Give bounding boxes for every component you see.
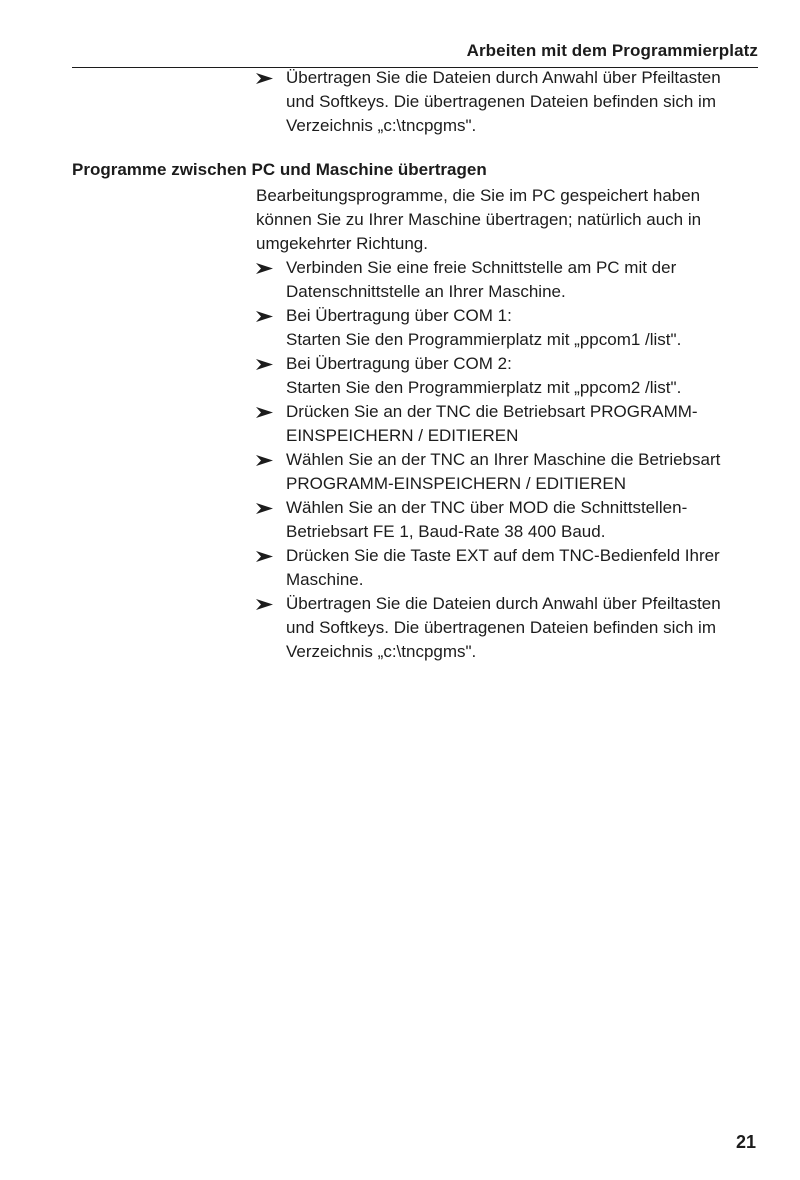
step-6-line-1: Wählen Sie an der TNC über MOD die Schnittstellen- — [286, 498, 688, 517]
step-8 — [256, 592, 766, 664]
step-4 — [256, 400, 766, 448]
step-8-line-1: Übertragen Sie die Dateien durch Anwahl über Pfeiltasten — [286, 594, 721, 613]
step-1-line-1: Verbinden Sie eine freie Schnittstelle am PC mit der — [286, 258, 677, 277]
step-7-line-1: Drücken Sie die Taste EXT auf dem TNC-Bedienfeld Ihrer — [286, 546, 720, 565]
step-4-line-2: EINSPEICHERN / EDITIEREN — [286, 426, 519, 445]
step-2-line-1: Bei Übertragung über COM 1: — [286, 306, 512, 325]
section-intro-line-2: können Sie zu Ihrer Maschine übertragen; natürlich auch in — [256, 210, 702, 229]
step-5 — [256, 448, 766, 496]
intro-bullet-block — [256, 66, 766, 138]
step-7 — [256, 544, 766, 592]
section-intro-line-3: umgekehrter Richtung. — [256, 234, 428, 253]
step-6-line-2: Betriebsart FE 1, Baud-Rate 38 400 Baud. — [286, 522, 606, 541]
section-body — [256, 184, 766, 664]
intro-bullet-line-1: Übertragen Sie die Dateien durch Anwahl über Pfeiltasten — [286, 68, 721, 87]
section-intro-line-1: Bearbeitungsprogramme, die Sie im PC gespeichert haben — [256, 186, 701, 205]
step-3 — [256, 352, 766, 400]
step-2-line-2: Starten Sie den Programmierplatz mit „ppcom1 /list". — [286, 330, 682, 349]
step-5-line-1: Wählen Sie an der TNC an Ihrer Maschine die Betriebsart — [286, 450, 721, 469]
step-6 — [256, 496, 766, 544]
intro-bullet-line-2: und Softkeys. Die übertragenen Dateien befinden sich im — [286, 92, 716, 111]
page-number: 21 — [735, 1132, 756, 1152]
step-3-line-1: Bei Übertragung über COM 2: — [286, 354, 512, 373]
step-1-line-2: Datenschnittstelle an Ihrer Maschine. — [286, 282, 566, 301]
running-header-title: Arbeiten mit dem Programmierplatz — [466, 41, 758, 60]
step-5-line-2: PROGRAMM-EINSPEICHERN / EDITIEREN — [286, 474, 627, 493]
step-3-line-2: Starten Sie den Programmierplatz mit „ppcom2 /list". — [286, 378, 682, 397]
step-1 — [256, 256, 766, 304]
intro-bullet-item — [256, 66, 766, 138]
step-7-line-2: Maschine. — [286, 570, 364, 589]
section-heading: Programme zwischen PC und Maschine übertragen — [72, 160, 487, 179]
step-8-line-2: und Softkeys. Die übertragenen Dateien befinden sich im — [286, 618, 716, 637]
step-4-line-1: Drücken Sie an der TNC die Betriebsart PROGRAMM- — [286, 402, 698, 421]
section-intro-paragraph — [256, 184, 766, 256]
step-8-line-3: Verzeichnis „c:\tncpgms". — [286, 642, 477, 661]
step-2 — [256, 304, 766, 352]
intro-bullet-line-3: Verzeichnis „c:\tncpgms". — [286, 116, 477, 135]
